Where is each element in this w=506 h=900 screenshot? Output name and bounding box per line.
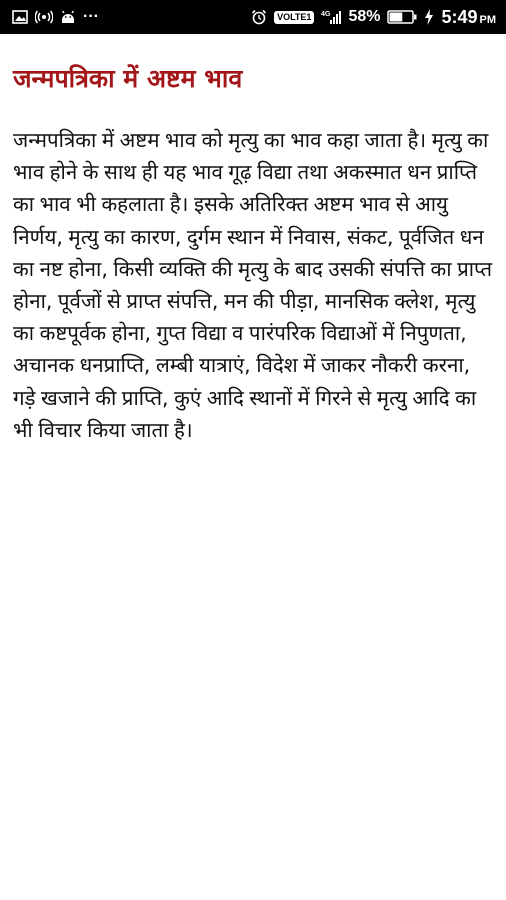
hotspot-icon <box>35 9 53 25</box>
clock-ampm: PM <box>479 13 496 26</box>
clock-time: 5:49 <box>441 6 478 27</box>
article-paragraph: जन्मपत्रिका में अष्टम भाव को मृत्यु का भाव कहा जाता है। मृत्यु का भाव होने के साथ ही यह भाव गूढ़ विद्या तथा अकस्मात धन प्राप्ति का भाव भी कहलाता है। इसके अतिरिक्त अष्टम भाव से आयु निर्णय, मृत्यु का कारण, दुर्गम स्थान में निवास, संकट, पूर्वजित धन का नष्ट होना, किसी व्यक्ति की मृत्यु के बाद उसकी संपत्ति का प्राप्त होना, पूर्वजों से प्राप्त संपत्ति, मन की पीड़ा, मानसिक क्लेश, मृत्यु का कष्टपूर्वक होना, गुप्त विद्या व पारंपरिक विद्याओं में निपुणता, अचानक धनप्राप्ति, लम्बी यात्राएं, विदेश में जाकर नौकरी करना, गड़े खजाने की प्राप्ति, कुएं आदि स्थानों में गिरने से मृत्यु आदि का भी विचार किया जाता है। <box>13 128 493 442</box>
battery-icon <box>387 9 417 25</box>
status-bar <box>0 0 506 34</box>
android-icon <box>60 9 76 25</box>
alarm-icon <box>251 9 267 25</box>
more-notifications-icon: ··· <box>83 8 99 25</box>
status-bar-left <box>12 9 99 25</box>
status-bar-right <box>251 7 496 28</box>
page-title: जन्मपत्रिका में अष्टम भाव <box>13 64 243 93</box>
battery-percent: 58% <box>348 8 381 25</box>
clock <box>441 7 496 28</box>
signal-icon <box>321 9 341 25</box>
article-content <box>0 34 506 446</box>
gallery-icon <box>12 9 28 25</box>
charging-bolt-icon <box>424 9 434 25</box>
volte-badge: VOLTE1 <box>274 11 314 24</box>
network-type-label: 4G <box>321 11 331 18</box>
battery-fill <box>390 13 403 22</box>
